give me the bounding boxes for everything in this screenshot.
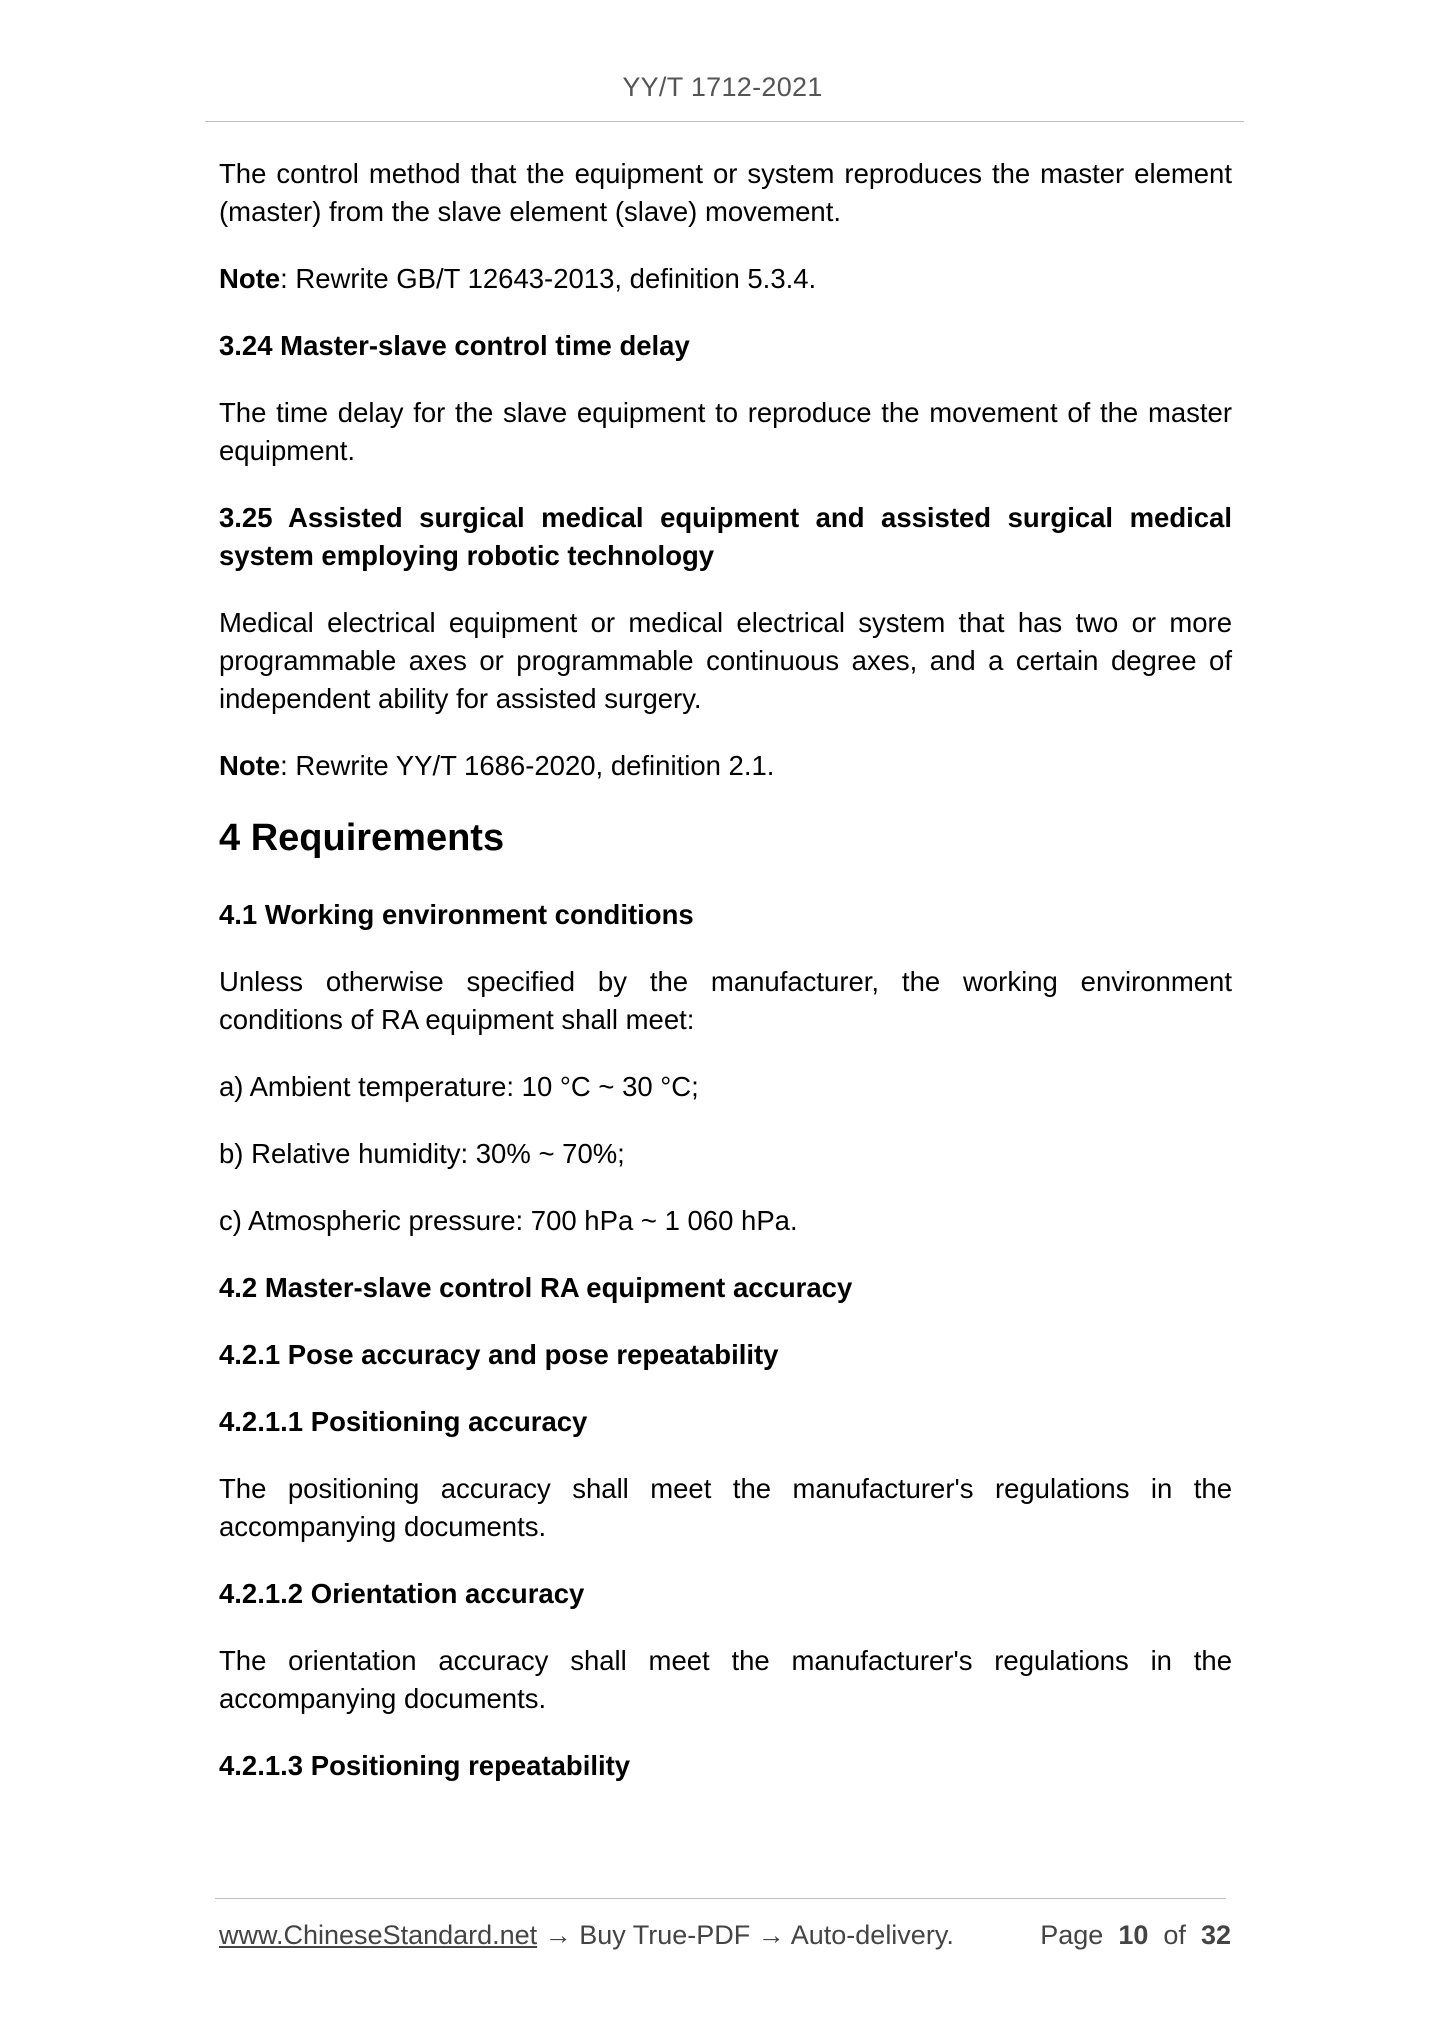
footer-promo (219, 1918, 954, 1952)
heading-4-2: 4.2 Master-slave control RA equipment accuracy (219, 1272, 853, 1303)
heading-3-24: 3.24 Master-slave control time delay (219, 330, 690, 361)
heading-4-2-1-2: 4.2.1.2 Orientation accuracy (219, 1578, 585, 1609)
document-body (219, 155, 1232, 1814)
note-gbt-12643 (219, 260, 1232, 298)
paragraph-4-2-1-2: The orientation accuracy shall meet the manufacturer's regulations in the accompanying documents. (219, 1645, 1232, 1714)
footer-divider (215, 1898, 1226, 1899)
note-text: : Rewrite GB/T 12643-2013, definition 5.3.4. (280, 263, 817, 294)
header-divider (205, 121, 1244, 122)
page-header-standard-code: YY/T 1712-2021 (622, 72, 823, 102)
list-item-ambient-temperature: a) Ambient temperature: 10 °C ~ 30 °C; (219, 1071, 699, 1102)
paragraph-4-1: Unless otherwise specified by the manufacturer, the working environment conditions of RA equipment shall meet: (219, 966, 1232, 1035)
paragraph-3-25: Medical electrical equipment or medical electrical system that has two or more programmable axes or programmable continuous axes, and a certain degree of independent ability for assisted surgery. (219, 607, 1232, 714)
footer-tagline: → Buy True-PDF → Auto-delivery. (537, 1920, 954, 1950)
paragraph-3-24: The time delay for the slave equipment to reproduce the movement of the master equipment. (219, 397, 1232, 466)
paragraph-4-2-1-1: The positioning accuracy shall meet the manufacturer's regulations in the accompanying documents. (219, 1473, 1232, 1542)
section-heading-4: 4 Requirements (219, 817, 505, 859)
heading-4-2-1-1: 4.2.1.1 Positioning accuracy (219, 1406, 588, 1437)
note-text: : Rewrite YY/T 1686-2020, definition 2.1. (280, 750, 775, 781)
page-total-number: 32 (1200, 1920, 1231, 1950)
paragraph-master-slave-definition: The control method that the equipment or system reproduces the master element (master) from the slave element (slave) movement. (219, 158, 1232, 227)
heading-4-1: 4.1 Working environment conditions (219, 899, 694, 930)
heading-3-25: 3.25 Assisted surgical medical equipment and assisted surgical medical system employing robotic technology (219, 502, 1232, 571)
chinesestandard-link[interactable]: www.ChineseStandard.net (219, 1920, 538, 1950)
page-current-number: 10 (1118, 1920, 1149, 1950)
page-counter (1040, 1918, 1231, 1952)
note-label: Note (219, 750, 281, 781)
heading-4-2-1: 4.2.1 Pose accuracy and pose repeatability (219, 1339, 779, 1370)
note-label: Note (219, 263, 281, 294)
of-label: of (1163, 1920, 1186, 1950)
list-item-atmospheric-pressure: c) Atmospheric pressure: 700 hPa ~ 1 060 hPa. (219, 1205, 798, 1236)
note-yyt-1686 (219, 747, 1232, 785)
list-item-relative-humidity: b) Relative humidity: 30% ~ 70%; (219, 1138, 625, 1169)
page-label: Page (1040, 1920, 1104, 1950)
heading-4-2-1-3: 4.2.1.3 Positioning repeatability (219, 1750, 631, 1781)
